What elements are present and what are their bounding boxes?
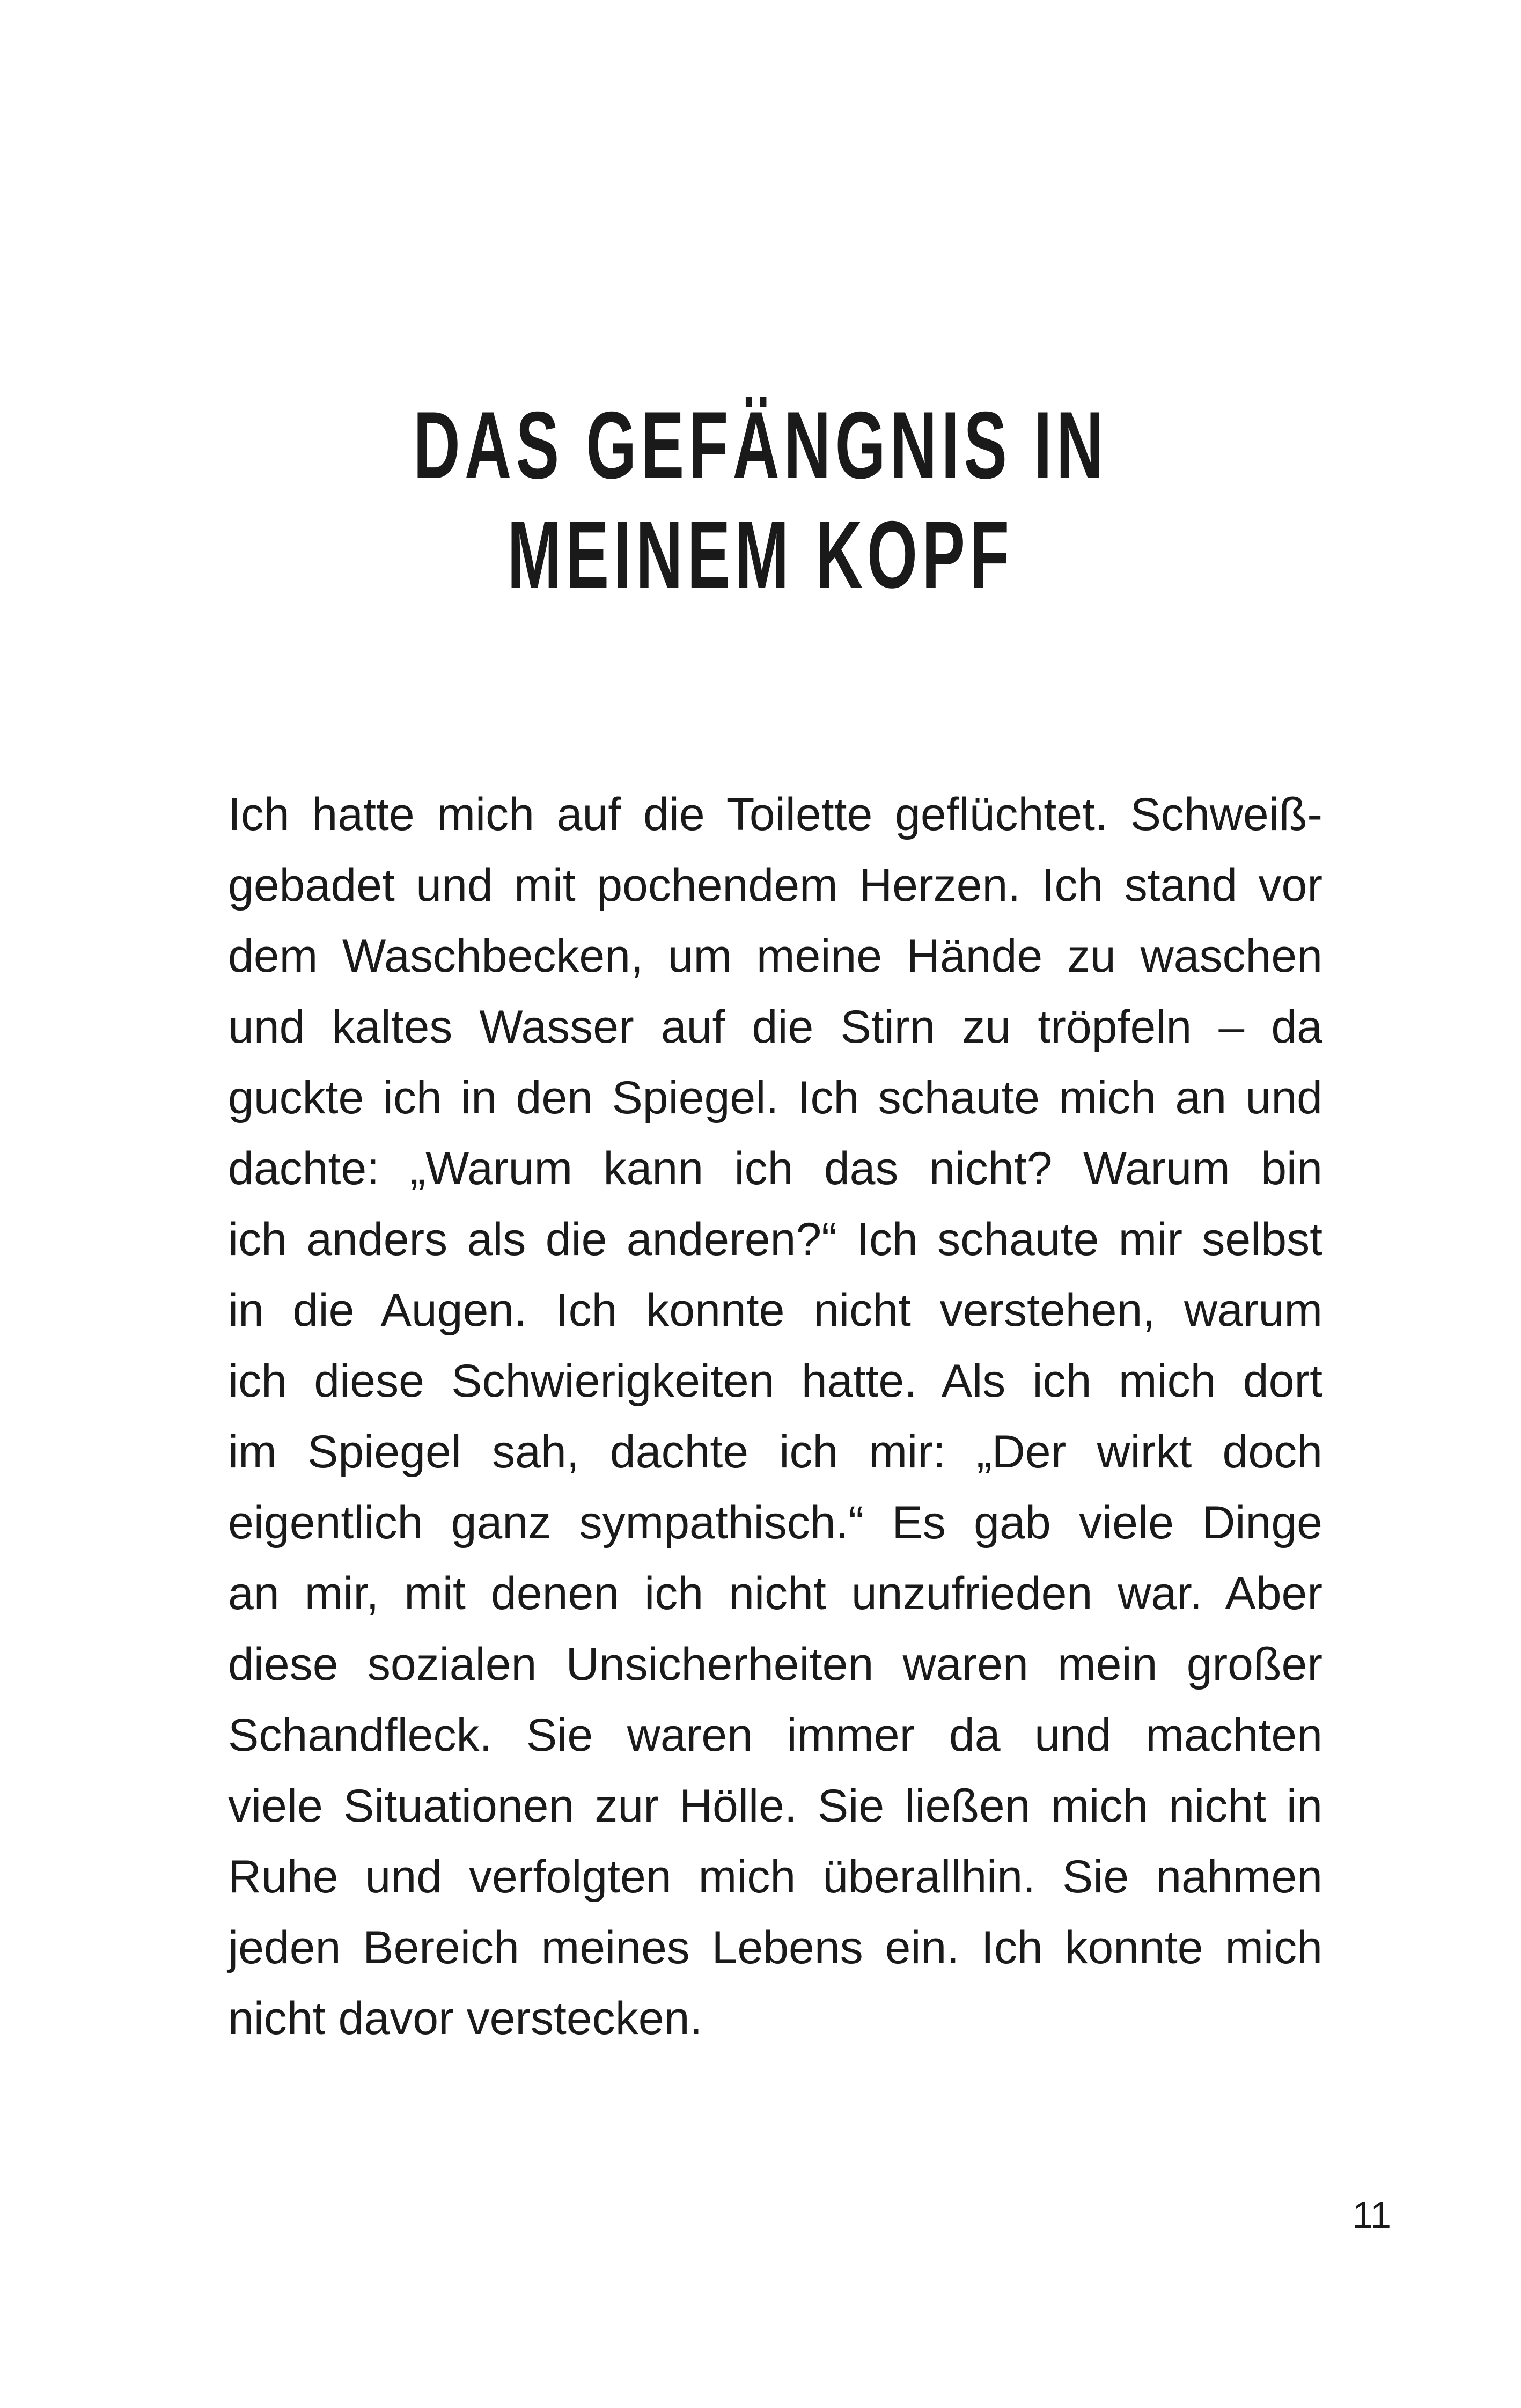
chapter-title-line: DAS GEFÄNGNIS IN (413, 392, 1108, 498)
text-line: in die Augen. Ich konnte nicht verstehen, warum (228, 1284, 1322, 1336)
text-line: Ich hatte mich auf die Toilette geflüchtet. Schweiß- (228, 789, 1322, 840)
chapter-title-line: MEINEM KOPF (507, 501, 1014, 608)
text-line: eigentlich ganz sympathisch.“ Es gab viele Dinge (228, 1497, 1322, 1548)
text-line: dem Waschbecken, um meine Hände zu waschen (228, 930, 1322, 982)
text-line: jeden Bereich meines Lebens ein. Ich konnte mich (228, 1922, 1322, 1973)
text-line: ich anders als die anderen?“ Ich schaute mir selbst (228, 1214, 1322, 1265)
body-paragraph (228, 779, 1322, 2054)
text-line: an mir, mit denen ich nicht unzufrieden war. Aber (228, 1568, 1322, 1619)
text-line: diese sozialen Unsicherheiten waren mein großer (228, 1639, 1322, 1690)
text-line: und kaltes Wasser auf die Stirn zu tröpfeln – da (228, 1001, 1322, 1053)
page-number: 11 (1352, 2194, 1391, 2236)
text-line: im Spiegel sah, dachte ich mir: „Der wirkt doch (228, 1426, 1322, 1478)
text-line: dachte: „Warum kann ich das nicht? Warum bin (228, 1143, 1322, 1194)
text-line: nicht davor verstecken. (228, 1993, 703, 2044)
text-line: Ruhe und verfolgten mich überallhin. Sie nahmen (228, 1851, 1322, 1903)
text-line: gebadet und mit pochendem Herzen. Ich stand vor (228, 860, 1322, 911)
text-line: viele Situationen zur Hölle. Sie ließen mich nicht in (228, 1780, 1322, 1832)
text-line: ich diese Schwierigkeiten hatte. Als ich mich dort (228, 1355, 1322, 1407)
text-line: guckte ich in den Spiegel. Ich schaute mich an und (228, 1072, 1322, 1124)
text-line: Schandfleck. Sie waren immer da und machten (228, 1709, 1322, 1761)
chapter-title (243, 391, 1277, 610)
